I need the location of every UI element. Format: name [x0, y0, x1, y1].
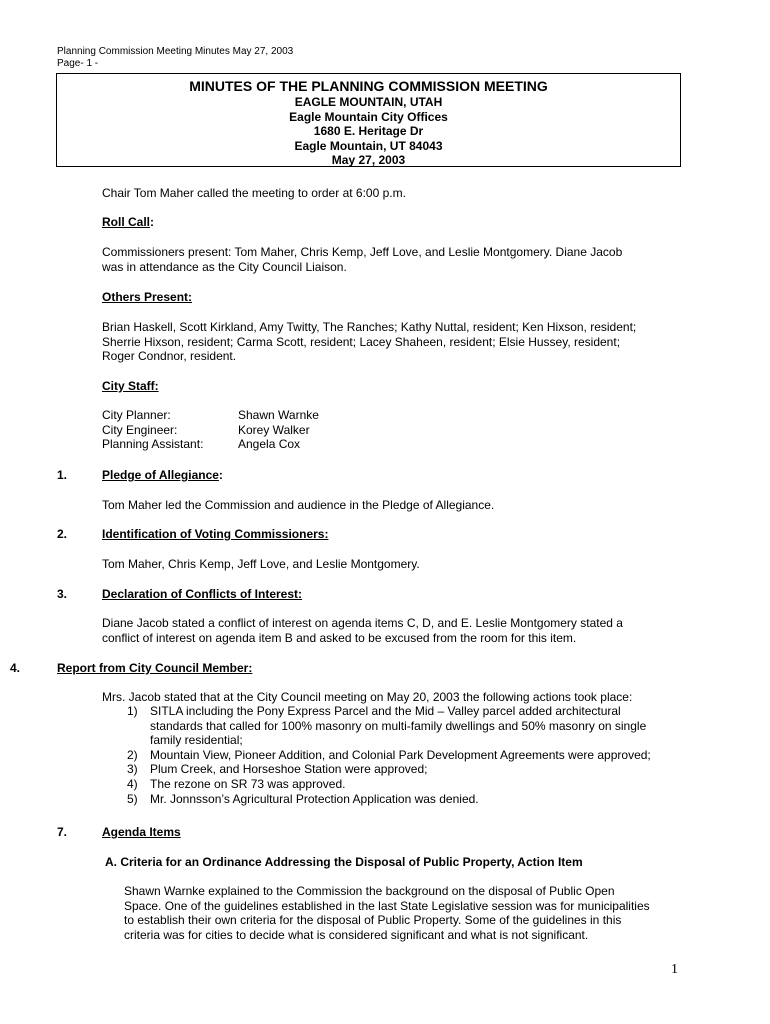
list-item	[102, 777, 730, 792]
list-item-number: 5)	[127, 791, 138, 806]
conflicts-line: Diane Jacob stated a conflict of interest on agenda items C, D, and E. Leslie Montgomery stated a	[102, 616, 623, 630]
others-present-line: Sherrie Hixson, resident; Carma Scott, resident; Lacey Shaheen, resident; Elsie Hussey, resident;	[102, 334, 621, 349]
staff-role: Planning Assistant:	[102, 437, 204, 452]
staff-role: City Planner:	[102, 408, 171, 422]
list-item-line: The rezone on SR 73 was approved.	[150, 776, 346, 791]
list-item-line: SITLA including the Pony Express Parcel and the Mid – Valley parcel added architectural	[150, 704, 621, 718]
staff-roles	[102, 408, 203, 452]
others-present-line: Brian Haskell, Scott Kirkland, Amy Twitty, The Ranches; Kathy Nuttal, resident; Ken Hixson, resident;	[102, 320, 637, 334]
voting-commissioners-text: Tom Maher, Chris Kemp, Jeff Love, and Leslie Montgomery.	[102, 557, 420, 571]
roll-call-heading-text: Roll Call	[102, 215, 151, 229]
title-date: May 27, 2003	[331, 153, 406, 168]
pledge-text: Tom Maher led the Commission and audience in the Pledge of Allegiance.	[102, 498, 495, 512]
council-report-heading: Report from City Council Member:	[57, 661, 253, 675]
title-city: EAGLE MOUNTAIN, UTAH	[294, 95, 443, 109]
list-item-number: 3)	[127, 762, 138, 777]
roll-call-colon: :	[150, 215, 155, 229]
list-item-number: 1)	[127, 704, 138, 718]
roll-call-line: was in attendance as the City Council Liaison.	[102, 259, 347, 274]
list-item-line: Plum Creek, and Horseshoe Station were approved;	[150, 762, 428, 777]
pledge-heading-text: Pledge of Allegiance	[102, 468, 219, 482]
section-number: 7.	[57, 825, 68, 839]
list-item	[102, 704, 730, 748]
city-staff-heading: City Staff:	[102, 379, 159, 393]
document-title: MINUTES OF THE PLANNING COMMISSION MEETING	[189, 78, 548, 94]
list-item	[102, 792, 730, 807]
roll-call-heading	[102, 215, 154, 230]
conflicts-heading: Declaration of Conflicts of Interest:	[102, 587, 303, 601]
agenda-item-a-line: Shawn Warnke explained to the Commission the background on the disposal of Public Open	[124, 884, 615, 898]
roll-call-line: Commissioners present: Tom Maher, Chris Kemp, Jeff Love, and Leslie Montgomery. Diane Jacob	[102, 245, 623, 259]
title-office: Eagle Mountain City Offices	[289, 109, 448, 124]
title-city-state: Eagle Mountain, UT 84043	[294, 138, 443, 153]
title-address: 1680 E. Heritage Dr	[313, 124, 424, 139]
list-item-line: family residential;	[150, 733, 243, 748]
list-item-line: standards that called for 100% masonry on multi-family dwellings and 50% masonry on single	[150, 718, 647, 733]
running-header-page: Page- 1 -	[57, 58, 99, 69]
list-item-line: Mr. Jonnsson’s Agricultural Protection Application was denied.	[150, 791, 479, 806]
pledge-heading	[102, 468, 223, 483]
conflicts-text	[102, 616, 623, 645]
voting-commissioners-heading: Identification of Voting Commissioners:	[102, 527, 329, 541]
roll-call-text	[102, 245, 622, 274]
agenda-items-heading: Agenda Items	[102, 825, 181, 839]
list-item	[102, 748, 730, 763]
agenda-item-a-text	[124, 884, 650, 942]
council-actions-list	[102, 704, 730, 806]
staff-name: Korey Walker	[238, 422, 310, 437]
section-number: 1.	[57, 468, 68, 482]
others-present-heading: Others Present:	[102, 290, 193, 304]
list-item-number: 2)	[127, 747, 138, 762]
agenda-item-a-line: to establish their own criteria for the disposal of Public Property. Some of the guidelines in this	[124, 913, 622, 928]
list-item-number: 4)	[127, 776, 138, 791]
staff-name: Angela Cox	[238, 437, 301, 452]
staff-name: Shawn Warnke	[238, 408, 319, 422]
others-present-line: Roger Condnor, resident.	[102, 349, 237, 364]
section-number: 4.	[10, 661, 21, 675]
staff-names	[238, 408, 319, 452]
list-item-line: Mountain View, Pioneer Addition, and Colonial Park Development Agreements were approved;	[150, 747, 651, 762]
page-number: 1	[671, 962, 678, 977]
agenda-item-a-line: Space. One of the guidelines established in the last State Legislative session was for municipalities	[124, 898, 650, 913]
call-to-order: Chair Tom Maher called the meeting to order at 6:00 p.m.	[102, 186, 406, 200]
agenda-item-a-line: criteria was for cities to decide what is considered significant and what is not significant.	[124, 927, 589, 942]
list-item	[102, 762, 730, 777]
staff-role: City Engineer:	[102, 422, 178, 437]
section-number: 3.	[57, 587, 68, 601]
pledge-colon: :	[218, 468, 223, 482]
conflicts-line: conflict of interest on agenda item B and asked to be excused from the room for this item.	[102, 630, 577, 645]
others-present-text	[102, 320, 636, 364]
council-report-intro: Mrs. Jacob stated that at the City Council meeting on May 20, 2003 the following actions took place:	[102, 690, 633, 704]
title-box	[56, 73, 681, 167]
agenda-item-a-heading: A. Criteria for an Ordinance Addressing the Disposal of Public Property, Action Item	[105, 855, 583, 869]
running-header-title: Planning Commission Meeting Minutes May 27, 2003	[57, 46, 294, 57]
section-number: 2.	[57, 527, 68, 541]
